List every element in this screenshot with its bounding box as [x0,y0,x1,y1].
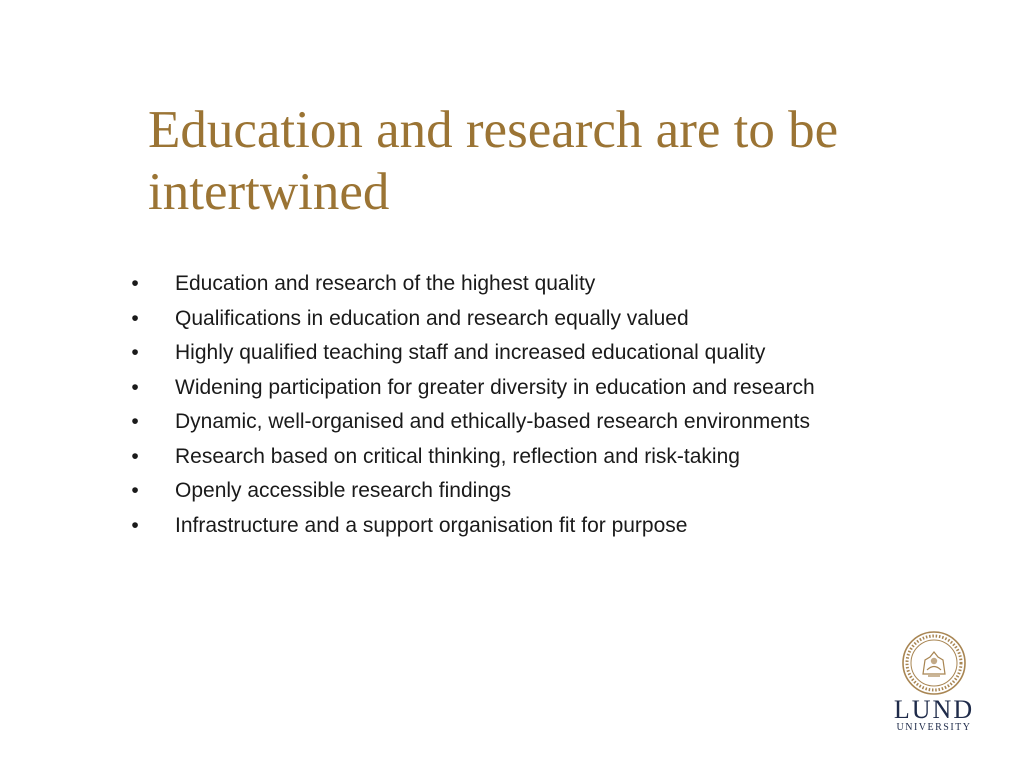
bullet-icon: • [131,513,139,537]
logo-subtitle: UNIVERSITY [896,722,972,733]
lund-university-logo [888,630,980,736]
bullet-item [128,512,868,540]
bullet-text: Qualifications in education and research equally valued [175,306,689,330]
bullet-text: Infrastructure and a support organisation fit for purpose [175,513,688,537]
bullet-icon: • [131,444,139,468]
bullet-item [128,374,868,402]
bullet-text: Education and research of the highest quality [175,272,596,295]
bullet-text: Highly qualified teaching staff and increased educational quality [175,341,766,364]
bullet-icon: • [131,272,139,295]
bullet-item [128,305,868,333]
bullet-text: Openly accessible research findings [175,479,512,502]
slide-title: Education and research are to be intertwined [148,101,839,221]
bullet-item [128,443,868,471]
bullet-list [128,270,868,546]
logo-name: LUND [893,695,975,724]
bullet-icon: • [131,479,139,502]
bullet-icon: • [131,375,139,399]
bullet-text: Widening participation for greater diversity in education and research [175,375,815,399]
university-seal-icon [901,630,967,696]
bullet-item [128,270,868,298]
bullet-item [128,408,868,436]
bullet-text: Dynamic, well-organised and ethically-based research environments [175,410,810,433]
bullet-item [128,339,868,367]
bullet-text: Research based on critical thinking, reflection and risk-taking [175,444,740,468]
bullet-item [128,477,868,505]
bullet-icon: • [131,341,139,364]
bullet-icon: • [131,410,139,433]
bullet-icon: • [131,306,139,330]
